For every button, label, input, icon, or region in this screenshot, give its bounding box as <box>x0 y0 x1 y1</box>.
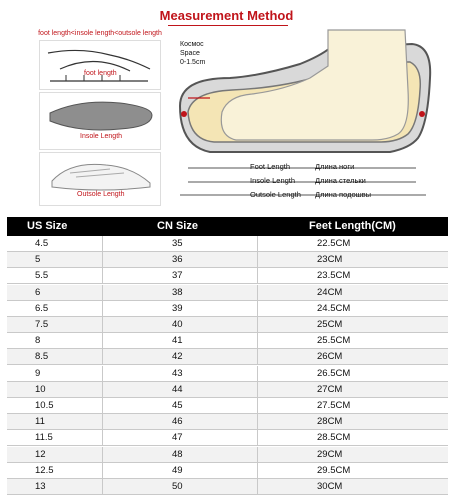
column-divider <box>257 333 258 348</box>
outsole-length-en: Outsole Length <box>250 190 301 199</box>
column-divider <box>102 414 103 429</box>
table-row <box>7 430 448 446</box>
cn-size-cell: 49 <box>172 464 183 476</box>
table-row <box>7 463 448 479</box>
page-title: Measurement Method <box>159 8 294 23</box>
cn-size-cell: 39 <box>172 302 183 314</box>
outsole-length-label: Outsole Length <box>77 191 125 198</box>
column-divider <box>102 333 103 348</box>
us-size-cell: 7.5 <box>35 319 49 330</box>
column-divider <box>102 479 103 494</box>
feet-length-cell: 23.5CM <box>317 270 351 282</box>
cn-size-cell: 40 <box>172 319 183 330</box>
column-divider <box>257 430 258 445</box>
column-divider <box>257 463 258 478</box>
column-divider <box>102 252 103 267</box>
length-labels-ru <box>315 160 371 202</box>
cn-size-cell: 50 <box>172 481 183 492</box>
foot-length-ru: Длина ноги <box>315 162 355 171</box>
outsole-length-ru: Длина подошвы <box>315 190 372 199</box>
table-row <box>7 447 448 463</box>
insole-illustration <box>40 93 160 149</box>
table-row <box>7 317 448 333</box>
cn-size-cell: 36 <box>172 254 183 266</box>
table-row <box>7 236 448 252</box>
cn-size-cell: 42 <box>172 351 183 363</box>
column-divider <box>257 382 258 397</box>
table-row <box>7 414 448 430</box>
insole-length-ru: Длина стельки <box>315 176 366 185</box>
column-divider <box>102 268 103 283</box>
foot-length-en: Foot Length <box>250 162 291 171</box>
us-size-cell: 9 <box>35 367 41 379</box>
outsole-figure <box>39 152 161 206</box>
column-divider <box>102 382 103 397</box>
feet-length-cell: 27.5CM <box>317 400 351 411</box>
header-cn-size: CN Size <box>157 220 198 232</box>
us-size-cell: 6 <box>35 286 41 298</box>
column-divider <box>102 447 103 462</box>
feet-length-cell: 25CM <box>317 319 343 330</box>
table-row <box>7 366 448 382</box>
us-size-cell: 12 <box>35 448 46 460</box>
column-divider <box>257 398 258 413</box>
us-size-cell: 8 <box>35 335 41 347</box>
cn-size-cell: 37 <box>172 270 183 282</box>
feet-length-cell: 30CM <box>317 481 343 492</box>
column-divider <box>102 285 103 300</box>
column-divider <box>257 479 258 494</box>
insole-length-en: Insole Length <box>250 176 296 185</box>
table-row <box>7 479 448 495</box>
us-size-cell: 12.5 <box>35 464 54 476</box>
column-divider <box>102 349 103 364</box>
us-size-cell: 8.5 <box>35 351 49 363</box>
column-divider <box>257 236 258 251</box>
column-divider <box>257 414 258 429</box>
column-divider <box>102 398 103 413</box>
column-divider <box>102 236 103 251</box>
table-row <box>7 382 448 398</box>
column-divider <box>102 301 103 316</box>
table-row <box>7 252 448 268</box>
us-size-cell: 10 <box>35 383 46 395</box>
cn-size-cell: 35 <box>172 238 183 249</box>
column-divider <box>102 366 103 381</box>
cn-size-cell: 44 <box>172 383 183 395</box>
us-size-cell: 6.5 <box>35 302 49 314</box>
table-row <box>7 398 448 414</box>
feet-length-cell: 22.5CM <box>317 238 351 249</box>
table-header-row <box>7 217 448 236</box>
foot-in-shoe-diagram <box>170 28 450 208</box>
feet-length-cell: 29.5CM <box>317 464 351 476</box>
table-row <box>7 268 448 284</box>
cn-size-cell: 47 <box>172 432 183 444</box>
cn-size-cell: 38 <box>172 286 183 298</box>
column-divider <box>257 317 258 332</box>
cn-size-cell: 41 <box>172 335 183 347</box>
feet-length-cell: 26.5CM <box>317 367 351 379</box>
feet-length-cell: 25.5CM <box>317 335 351 347</box>
us-size-cell: 13 <box>35 481 46 492</box>
feet-length-cell: 23CM <box>317 254 343 266</box>
cn-size-cell: 43 <box>172 367 183 379</box>
us-size-cell: 11 <box>35 416 45 428</box>
space-ru-label: Космос <box>180 41 204 48</box>
length-labels-en <box>250 160 301 202</box>
space-en-label: Space <box>180 50 200 57</box>
measurement-legend-panel <box>35 30 165 204</box>
column-divider <box>102 463 103 478</box>
table-row <box>7 349 448 365</box>
us-size-cell: 10.5 <box>35 400 54 411</box>
foot-length-figure <box>39 40 161 90</box>
table-row <box>7 333 448 349</box>
feet-length-cell: 28.5CM <box>317 432 351 444</box>
feet-length-cell: 26CM <box>317 351 343 363</box>
foot-length-label: foot length <box>84 70 117 77</box>
us-size-cell: 5 <box>35 254 41 266</box>
cn-size-cell: 45 <box>172 400 183 411</box>
column-divider <box>257 349 258 364</box>
header-feet-length: Feet Length(CM) <box>309 220 396 232</box>
insole-length-label: Insole Length <box>80 133 123 140</box>
us-size-cell: 11.5 <box>35 432 53 444</box>
column-divider <box>257 268 258 283</box>
feet-length-cell: 27CM <box>317 383 343 395</box>
insole-figure <box>39 92 161 150</box>
column-divider <box>257 447 258 462</box>
column-divider <box>102 317 103 332</box>
feet-length-cell: 29CM <box>317 448 343 460</box>
feet-length-cell: 24.5CM <box>317 302 351 314</box>
column-divider <box>257 285 258 300</box>
header-us-size: US Size <box>27 220 68 232</box>
feet-length-cell: 24CM <box>317 286 343 298</box>
us-size-cell: 5.5 <box>35 270 49 282</box>
column-divider <box>257 252 258 267</box>
column-divider <box>102 430 103 445</box>
us-size-cell: 4.5 <box>35 238 49 249</box>
cn-size-cell: 48 <box>172 448 183 460</box>
legend-header: foot length<insole length<outsole length <box>38 30 162 37</box>
space-range-label: 0-1.5cm <box>180 59 206 66</box>
column-divider <box>257 366 258 381</box>
table-row <box>7 301 448 317</box>
feet-length-cell: 28CM <box>317 416 343 428</box>
space-annotation <box>180 40 205 67</box>
table-row <box>7 285 448 301</box>
cn-size-cell: 46 <box>172 416 183 428</box>
foot-ruler-illustration <box>40 41 160 89</box>
column-divider <box>257 301 258 316</box>
